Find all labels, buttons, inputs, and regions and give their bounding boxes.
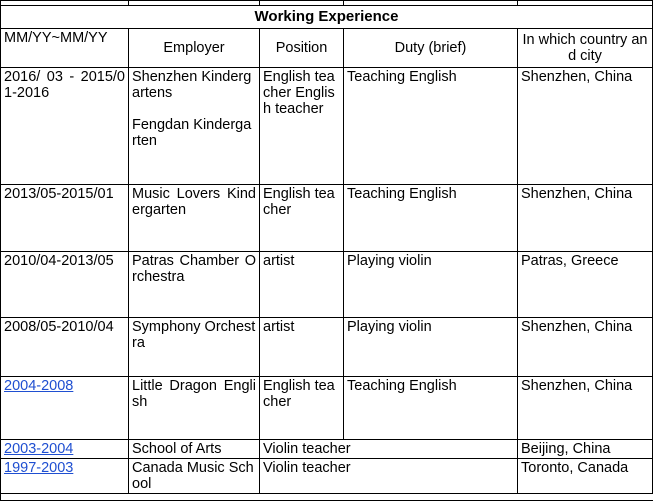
duty-cell: Teaching English bbox=[344, 68, 518, 185]
employer-line: School of Arts bbox=[132, 441, 222, 457]
table-row bbox=[1, 68, 653, 185]
position-cell: English teacher bbox=[260, 185, 344, 252]
employer-cell bbox=[129, 252, 260, 318]
employer-cell bbox=[129, 185, 260, 252]
location-cell: Shenzhen, China bbox=[518, 377, 653, 440]
employer-line: Little Dragon English bbox=[132, 378, 256, 410]
duty-cell: Teaching English bbox=[344, 377, 518, 440]
header-employer: Employer bbox=[129, 29, 260, 68]
header-position: Position bbox=[260, 29, 344, 68]
location-cell: Patras, Greece bbox=[518, 252, 653, 318]
table-row bbox=[1, 459, 653, 494]
table-row bbox=[1, 252, 653, 318]
header-row bbox=[1, 29, 653, 68]
section-title-row bbox=[1, 6, 653, 29]
period-cell: 2016/ 03 - 2015/01-2016 bbox=[1, 68, 129, 185]
position-cell: artist bbox=[260, 318, 344, 377]
location-cell: Shenzhen, China bbox=[518, 185, 653, 252]
employer-cell bbox=[129, 459, 260, 494]
employer-line: Patras Chamber Orchestra bbox=[132, 253, 256, 285]
duty-cell: Playing violin bbox=[344, 318, 518, 377]
period-link[interactable]: 2004-2008 bbox=[4, 378, 74, 394]
section-title: Working Experience bbox=[1, 6, 653, 29]
header-duty: Duty (brief) bbox=[344, 29, 518, 68]
position-cell: Violin teacher bbox=[260, 440, 518, 459]
position-cell: artist bbox=[260, 252, 344, 318]
period-cell: 2008/05-2010/04 bbox=[1, 318, 129, 377]
duty-cell: Playing violin bbox=[344, 252, 518, 318]
employer-line: Fengdan Kindergarten bbox=[132, 117, 252, 149]
employer-line: Shenzhen Kindergartens bbox=[132, 69, 252, 101]
location-cell: Shenzhen, China bbox=[518, 318, 653, 377]
period-cell: 2013/05-2015/01 bbox=[1, 185, 129, 252]
period-link[interactable]: 1997-2003 bbox=[4, 460, 74, 476]
duty-cell: Teaching English bbox=[344, 185, 518, 252]
location-cell: Toronto, Canada bbox=[518, 459, 653, 494]
employer-cell bbox=[129, 318, 260, 377]
period-cell bbox=[1, 440, 129, 459]
period-cell: 2010/04-2013/05 bbox=[1, 252, 129, 318]
employer-cell bbox=[129, 440, 260, 459]
employer-line: Music Lovers Kindergarten bbox=[132, 186, 256, 218]
table-row bbox=[1, 185, 653, 252]
location-cell: Beijing, China bbox=[518, 440, 653, 459]
table-row bbox=[1, 377, 653, 440]
period-link[interactable]: 2003-2004 bbox=[4, 441, 74, 457]
header-period: MM/YY~MM/YY bbox=[1, 29, 129, 68]
table-row bbox=[1, 318, 653, 377]
header-location: In which country and city bbox=[518, 29, 653, 68]
employer-line: Canada Music School bbox=[132, 460, 254, 492]
position-cell: Violin teacher bbox=[260, 459, 518, 494]
position-cell: English teacher bbox=[260, 377, 344, 440]
location-cell: Shenzhen, China bbox=[518, 68, 653, 185]
period-cell bbox=[1, 459, 129, 494]
table-bottom-strip bbox=[1, 494, 653, 501]
employer-line: Symphony Orchestra bbox=[132, 319, 256, 351]
period-cell bbox=[1, 377, 129, 440]
employer-cell bbox=[129, 377, 260, 440]
table-row bbox=[1, 440, 653, 459]
employer-cell bbox=[129, 68, 260, 185]
position-cell: English teacher English teacher bbox=[260, 68, 344, 185]
employer-line bbox=[132, 101, 256, 117]
